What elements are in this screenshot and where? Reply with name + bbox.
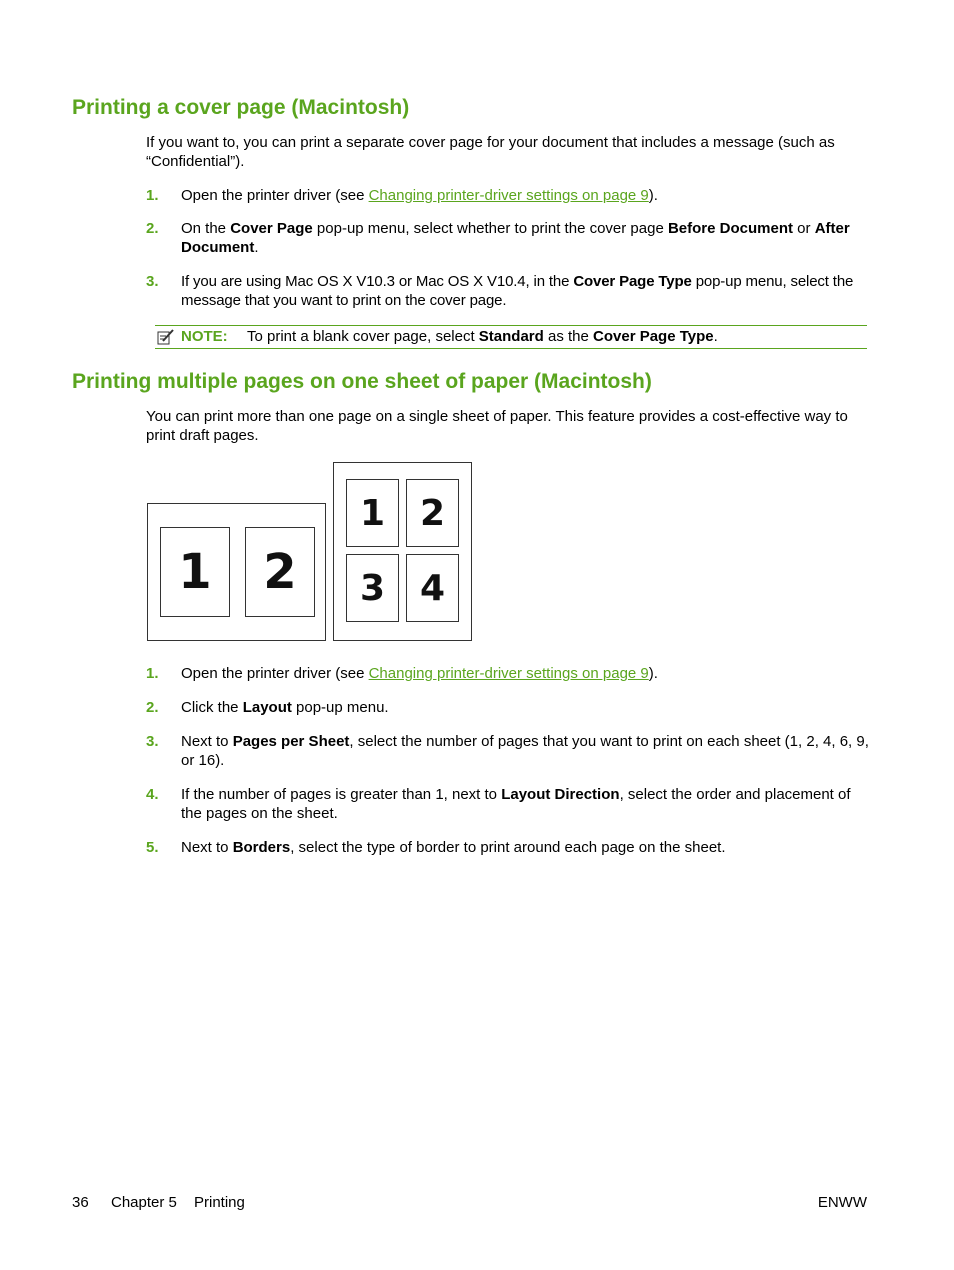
step-number: 3. xyxy=(146,273,159,290)
step-text: If the number of pages is greater than 1, next to Layout Direction, select the order and placement of the pages on the sheet. xyxy=(181,786,851,822)
step-text: Next to Pages per Sheet, select the number of pages that you want to print on each sheet (1, 2, 4, 6, 9, or 16). xyxy=(181,733,869,769)
footer-section: Printing xyxy=(194,1194,245,1211)
step-text: If you are using Mac OS X V10.3 or Mac OS X V10.4, in the Cover Page Type pop-up menu, select the message that you want to print on the cover page. xyxy=(181,273,854,309)
step-number: 2. xyxy=(146,699,159,716)
page-thumbnail: 1 xyxy=(160,527,230,617)
section-title-cover-page: Printing a cover page (Macintosh) xyxy=(72,96,410,119)
step-number: 3. xyxy=(146,733,159,750)
four-up-sheet-illustration xyxy=(333,462,472,641)
section-title-multiple-pages: Printing multiple pages on one sheet of paper (Macintosh) xyxy=(72,370,652,393)
step-number: 5. xyxy=(146,839,159,856)
two-up-sheet-illustration xyxy=(147,503,326,641)
footer-chapter: Chapter 5 xyxy=(111,1194,177,1211)
note-box xyxy=(155,325,867,349)
note-label: NOTE: xyxy=(181,328,228,345)
cover-page-intro: If you want to, you can print a separate cover page for your document that includes a message (such as “Confidential”). xyxy=(146,134,835,170)
step-number: 1. xyxy=(146,665,159,682)
step-text: On the Cover Page pop-up menu, select whether to print the cover page Before Document or After Document. xyxy=(181,220,850,256)
page-thumbnail: 4 xyxy=(406,554,459,622)
step-number: 4. xyxy=(146,786,159,803)
step-number: 2. xyxy=(146,220,159,237)
page-thumbnail: 2 xyxy=(245,527,315,617)
page-thumbnail: 2 xyxy=(406,479,459,547)
step-text: Open the printer driver (see Changing printer-driver settings on page 9). xyxy=(181,187,658,204)
note-pencil-icon xyxy=(157,329,175,349)
footer-page-number: 36 xyxy=(72,1194,89,1211)
page-thumbnail: 3 xyxy=(346,554,399,622)
multiple-pages-intro: You can print more than one page on a single sheet of paper. This feature provides a cost-effective way to print draft pages. xyxy=(146,408,848,444)
printer-driver-settings-link[interactable]: Changing printer-driver settings on page 9 xyxy=(368,187,649,204)
step-text: Next to Borders, select the type of border to print around each page on the sheet. xyxy=(181,839,726,856)
step-text: Click the Layout pop-up menu. xyxy=(181,699,389,716)
step-text: Open the printer driver (see Changing printer-driver settings on page 9). xyxy=(181,665,658,682)
printer-driver-settings-link[interactable]: Changing printer-driver settings on page 9 xyxy=(368,665,649,682)
footer-enww: ENWW xyxy=(817,1194,867,1211)
step-number: 1. xyxy=(146,187,159,204)
page-thumbnail: 1 xyxy=(346,479,399,547)
note-text: To print a blank cover page, select Standard as the Cover Page Type. xyxy=(247,328,718,345)
